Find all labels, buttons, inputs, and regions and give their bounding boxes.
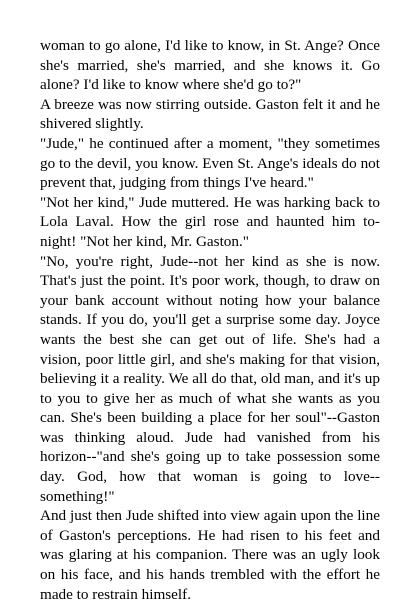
paragraph: And just then Jude shifted into view again upon the line of Gaston's perceptions. He had risen to his feet and was glaring at his companion. There was an ugly look on his face, and his hands trembled with the effort he made to restrain himself. xyxy=(40,507,380,603)
paragraph: "No, you're right, Jude--not her kind as she is now. That's just the point. It's poor work, though, to draw on your bank account without noting how your balance stands. If you do, you'll get a surprise some day. Joyce wants the best she can get out of life. She's had a vision, poor little girl, and she's making for that vision, believing it a reality. We all do that, old man, and it's up to you to give her as much of what she wants as you can. She's been building a place for her soul"--Gaston was thinking aloud. Jude had vanished from his horizon--"and she's going up to take possession some day. God, how that woman is going to love--something!" xyxy=(40,252,380,505)
paragraph: woman to go alone, I'd like to know, in St. Ange? Once she's married, she's married, and she knows it. Go alone? I'd like to know where she'd go to?" xyxy=(40,37,380,94)
paragraph: "Not her kind," Jude muttered. He was harking back to Lola Laval. How the girl rose and haunted him to-night! "Not her kind, Mr. Gaston." xyxy=(40,193,380,250)
paragraph: "Jude," he continued after a moment, "they sometimes go to the devil, you know. Even St. Ange's ideals do not prevent that, judging from things I've heard." xyxy=(40,134,380,192)
paragraph: A breeze was now stirring outside. Gaston felt it and he shivered slightly. xyxy=(40,95,380,133)
page-text xyxy=(40,36,380,604)
